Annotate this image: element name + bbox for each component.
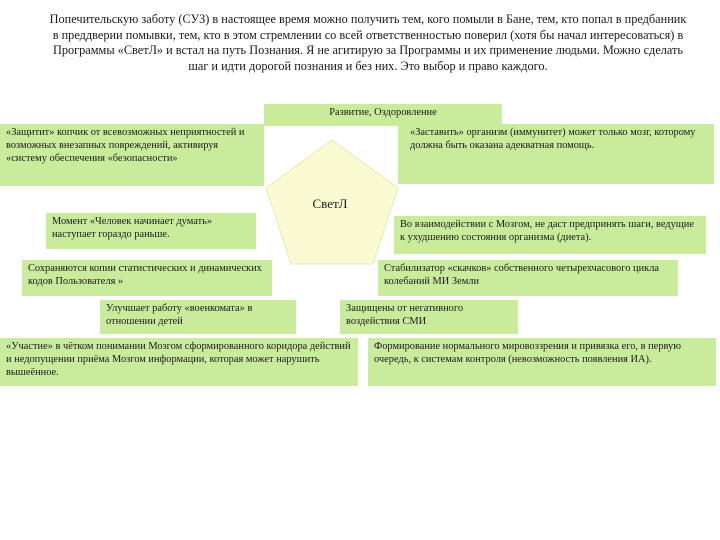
box-participation: «Участие» в чётком понимании Мозгом сформированного коридора действий и недопущении приёма Мозгом информации, которая может нарушить вышеённое. bbox=[0, 338, 358, 386]
box-worldview: Формирование нормального мировоззрения и привязка его, в первую очередь, к системам контроля (невозможность появления ИА). bbox=[368, 338, 716, 386]
box-force: «Заставить» организм (иммунитет) может только мозг, которому должна быть оказана адекватная помощь. bbox=[398, 124, 714, 184]
center-label: СветЛ bbox=[312, 196, 348, 211]
box-moment: Момент «Человек начинает думать» наступает гораздо раньше. bbox=[46, 213, 256, 249]
box-military: Улучшает работу «военкомата» в отношении детей bbox=[100, 300, 296, 334]
box-development: Развитие, Оздоровление bbox=[264, 104, 502, 126]
box-stabilizer: Стабилизатор «скачков» собственного четырехчасового цикла колебаний МИ Земли bbox=[378, 260, 678, 296]
box-copies: Сохраняются копии статистических и динамических кодов Пользователя » bbox=[22, 260, 272, 296]
intro-paragraph: Попечительскую заботу (СУЗ) в настоящее время можно получить тем, кого помыли в Бане, тем, кто попал в предбанник в преддверии помывки, тем, кто в этом стремлении со всей ответственностью поверил (хотя бы начал интересоваться) в Программы «СветЛ» и встал на путь Познания. Я не агитирую за Программы и их применение людьми. Можно сделать шаг и идти дорогой познания и без них. Это выбор и право каждого. bbox=[49, 12, 687, 73]
box-protected: Защищены от негативного воздействия СМИ bbox=[340, 300, 518, 334]
box-protect: «Защитит» копчик от всевозможных неприятностей и возможных внезапных повреждений, активируя «систему обеспечения «безопасности» bbox=[0, 124, 264, 186]
box-interaction: Во взаимодействии с Мозгом, не даст предпринять шаги, ведущие к ухудшению состояния организма (диета). bbox=[394, 216, 706, 254]
